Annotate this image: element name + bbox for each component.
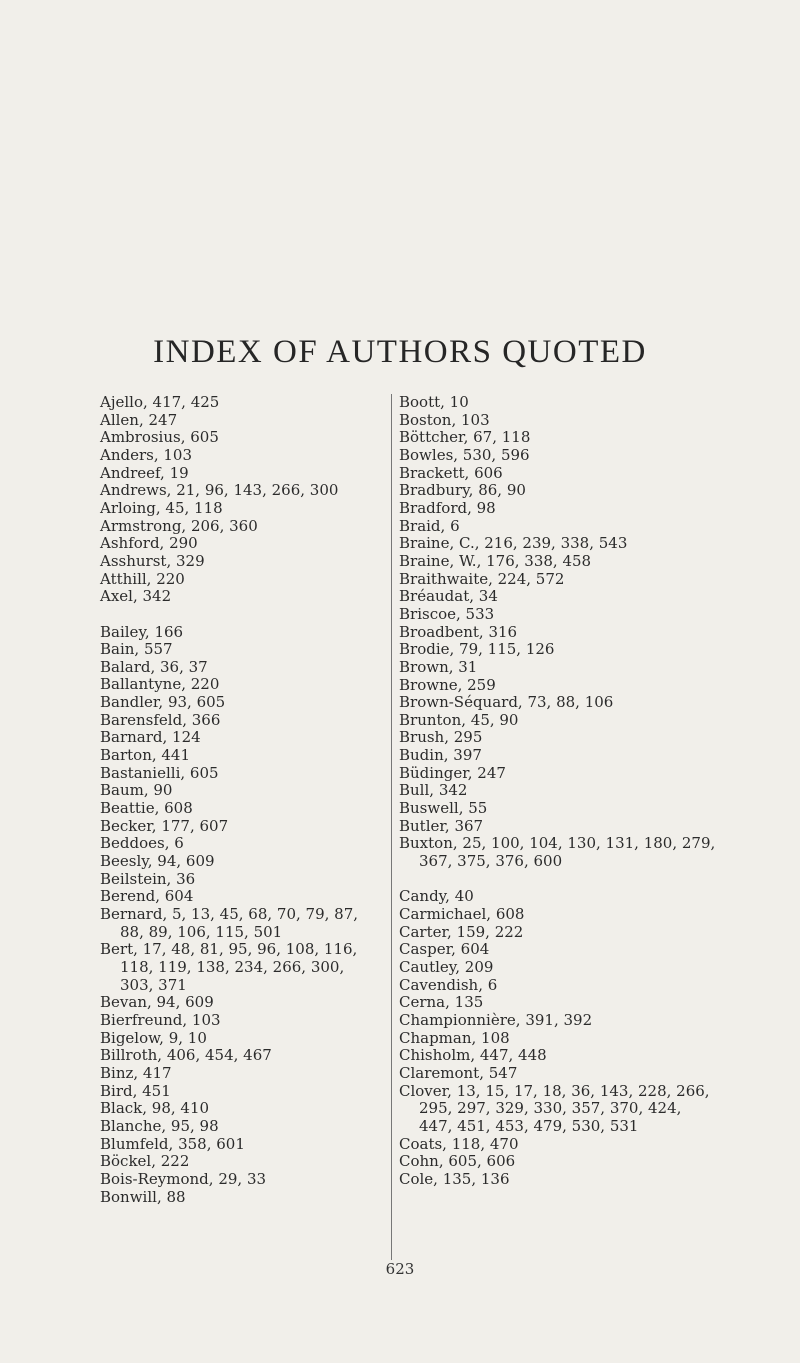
index-entry: Blanche, 95, 98 bbox=[100, 1116, 219, 1135]
index-entry: Bert, 17, 48, 81, 95, 96, 108, 116, 118, 119, 138, 234, 266, 300, 303, 371 bbox=[100, 940, 363, 994]
index-entry: Baum, 90 bbox=[100, 781, 173, 800]
index-entry: Cerna, 135 bbox=[399, 993, 484, 1012]
index-entry: Buxton, 25, 100, 104, 130, 131, 180, 279, 367, 375, 376, 600 bbox=[399, 834, 721, 871]
index-entry: Arloing, 45, 118 bbox=[100, 498, 223, 517]
index-entry: Ambrosius, 605 bbox=[100, 428, 219, 447]
index-entry: Boott, 10 bbox=[399, 393, 469, 411]
index-entry: Anders, 103 bbox=[100, 445, 193, 464]
index-entry: Bierfreund, 103 bbox=[100, 1010, 221, 1029]
index-entry: Billroth, 406, 454, 467 bbox=[100, 1046, 272, 1065]
index-entry: Black, 98, 410 bbox=[100, 1099, 210, 1118]
index-entry: Barnard, 124 bbox=[100, 728, 201, 747]
index-entry: Butler, 367 bbox=[399, 816, 484, 835]
index-entry: Bevan, 94, 609 bbox=[100, 993, 214, 1012]
index-entry: Bain, 557 bbox=[100, 640, 173, 659]
index-entry: Cohn, 605, 606 bbox=[399, 1152, 516, 1171]
index-entry: Browne, 259 bbox=[399, 675, 496, 694]
index-entry: Atthill, 220 bbox=[100, 569, 185, 588]
index-entry: Braithwaite, 224, 572 bbox=[399, 569, 565, 588]
index-entry: Beattie, 608 bbox=[100, 799, 193, 818]
index-entry: Barensfeld, 366 bbox=[100, 710, 221, 729]
index-entry: Brunton, 45, 90 bbox=[399, 710, 519, 729]
index-entry: Casper, 604 bbox=[399, 940, 490, 959]
index-entry: Braine, C., 216, 239, 338, 543 bbox=[399, 534, 628, 553]
letter-section-gap bbox=[100, 606, 378, 624]
index-entry: Böttcher, 67, 118 bbox=[399, 428, 531, 447]
index-entry: Blumfeld, 358, 601 bbox=[100, 1134, 245, 1153]
index-entry: Bandler, 93, 605 bbox=[100, 693, 226, 712]
index-entry: Candy, 40 bbox=[399, 887, 474, 906]
index-entry: Braid, 6 bbox=[399, 516, 460, 535]
index-entry: Cole, 135, 136 bbox=[399, 1169, 510, 1188]
page-number: 623 bbox=[385, 1260, 415, 1278]
index-entry: Cavendish, 6 bbox=[399, 975, 498, 994]
index-entry: Barton, 441 bbox=[100, 746, 191, 765]
index-entry: Balard, 36, 37 bbox=[100, 657, 208, 676]
index-entry: Büdinger, 247 bbox=[399, 763, 506, 782]
index-entry: Beddoes, 6 bbox=[100, 834, 184, 853]
index-entry: Axel, 342 bbox=[100, 587, 172, 606]
index-entry: Briscoe, 533 bbox=[399, 604, 495, 623]
index-entry: Brackett, 606 bbox=[399, 463, 503, 482]
index-entry: Buswell, 55 bbox=[399, 799, 488, 818]
index-entry: Boston, 103 bbox=[399, 410, 490, 429]
index-entry: Ajello, 417, 425 bbox=[100, 393, 220, 411]
index-entry: Andreef, 19 bbox=[100, 463, 189, 482]
index-entry: Bowles, 530, 596 bbox=[399, 445, 530, 464]
index-entry: Bernard, 5, 13, 45, 68, 70, 79, 87, 88, 89, 106, 115, 501 bbox=[100, 905, 363, 941]
index-entry: Bird, 451 bbox=[100, 1081, 171, 1100]
index-entry: Asshurst, 329 bbox=[100, 551, 205, 570]
letter-section-gap bbox=[399, 871, 719, 889]
index-entry: Becker, 177, 607 bbox=[100, 816, 229, 835]
index-entry: Bréaudat, 34 bbox=[399, 587, 498, 606]
index-entry: Cautley, 209 bbox=[399, 957, 494, 976]
index-entry: Carter, 159, 222 bbox=[399, 922, 524, 941]
index-entry: Broadbent, 316 bbox=[399, 622, 518, 641]
index-entry: Bull, 342 bbox=[399, 781, 468, 800]
index-column-right bbox=[391, 394, 719, 1260]
index-entry: Budin, 397 bbox=[399, 746, 482, 765]
index-entry: Carmichael, 608 bbox=[399, 905, 525, 924]
index-entry: Chapman, 108 bbox=[399, 1028, 510, 1047]
index-column-left bbox=[100, 394, 378, 1206]
index-entry: Böckel, 222 bbox=[100, 1152, 190, 1171]
page-title: INDEX OF AUTHORS QUOTED bbox=[153, 334, 647, 371]
index-entry: Berend, 604 bbox=[100, 887, 194, 906]
index-entry: Allen, 247 bbox=[100, 410, 178, 429]
index-entry: Claremont, 547 bbox=[399, 1063, 518, 1082]
index-entry: Bigelow, 9, 10 bbox=[100, 1028, 207, 1047]
index-entry: Beesly, 94, 609 bbox=[100, 852, 215, 871]
index-entry: Armstrong, 206, 360 bbox=[100, 516, 258, 535]
index-entry: Clover, 13, 15, 17, 18, 36, 143, 228, 266, 295, 297, 329, 330, 357, 370, 424, 447, 451, 453, 479, 530, 531 bbox=[399, 1081, 715, 1135]
index-entry: Bastanielli, 605 bbox=[100, 763, 219, 782]
index-entry: Bois-Reymond, 29, 33 bbox=[100, 1169, 267, 1188]
index-entry: Brodie, 79, 115, 126 bbox=[399, 640, 555, 659]
index-entry: Braine, W., 176, 338, 458 bbox=[399, 551, 592, 570]
index-entry: Binz, 417 bbox=[100, 1063, 172, 1082]
index-entry: Coats, 118, 470 bbox=[399, 1134, 519, 1153]
index-entry: Brown-Séquard, 73, 88, 106 bbox=[399, 693, 614, 712]
index-entry: Beilstein, 36 bbox=[100, 869, 196, 888]
index-entry: Ballantyne, 220 bbox=[100, 675, 220, 694]
index-entry: Bailey, 166 bbox=[100, 622, 184, 641]
index-entry: Brush, 295 bbox=[399, 728, 483, 747]
index-entry: Bradford, 98 bbox=[399, 498, 496, 517]
index-entry: Brown, 31 bbox=[399, 657, 478, 676]
index-entry: Championnière, 391, 392 bbox=[399, 1010, 593, 1029]
index-entry: Andrews, 21, 96, 143, 266, 300 bbox=[100, 481, 339, 500]
index-entry: Ashford, 290 bbox=[100, 534, 198, 553]
index-entry: Bradbury, 86, 90 bbox=[399, 481, 526, 500]
index-entry: Chisholm, 447, 448 bbox=[399, 1046, 547, 1065]
index-entry: Bonwill, 88 bbox=[100, 1187, 186, 1206]
